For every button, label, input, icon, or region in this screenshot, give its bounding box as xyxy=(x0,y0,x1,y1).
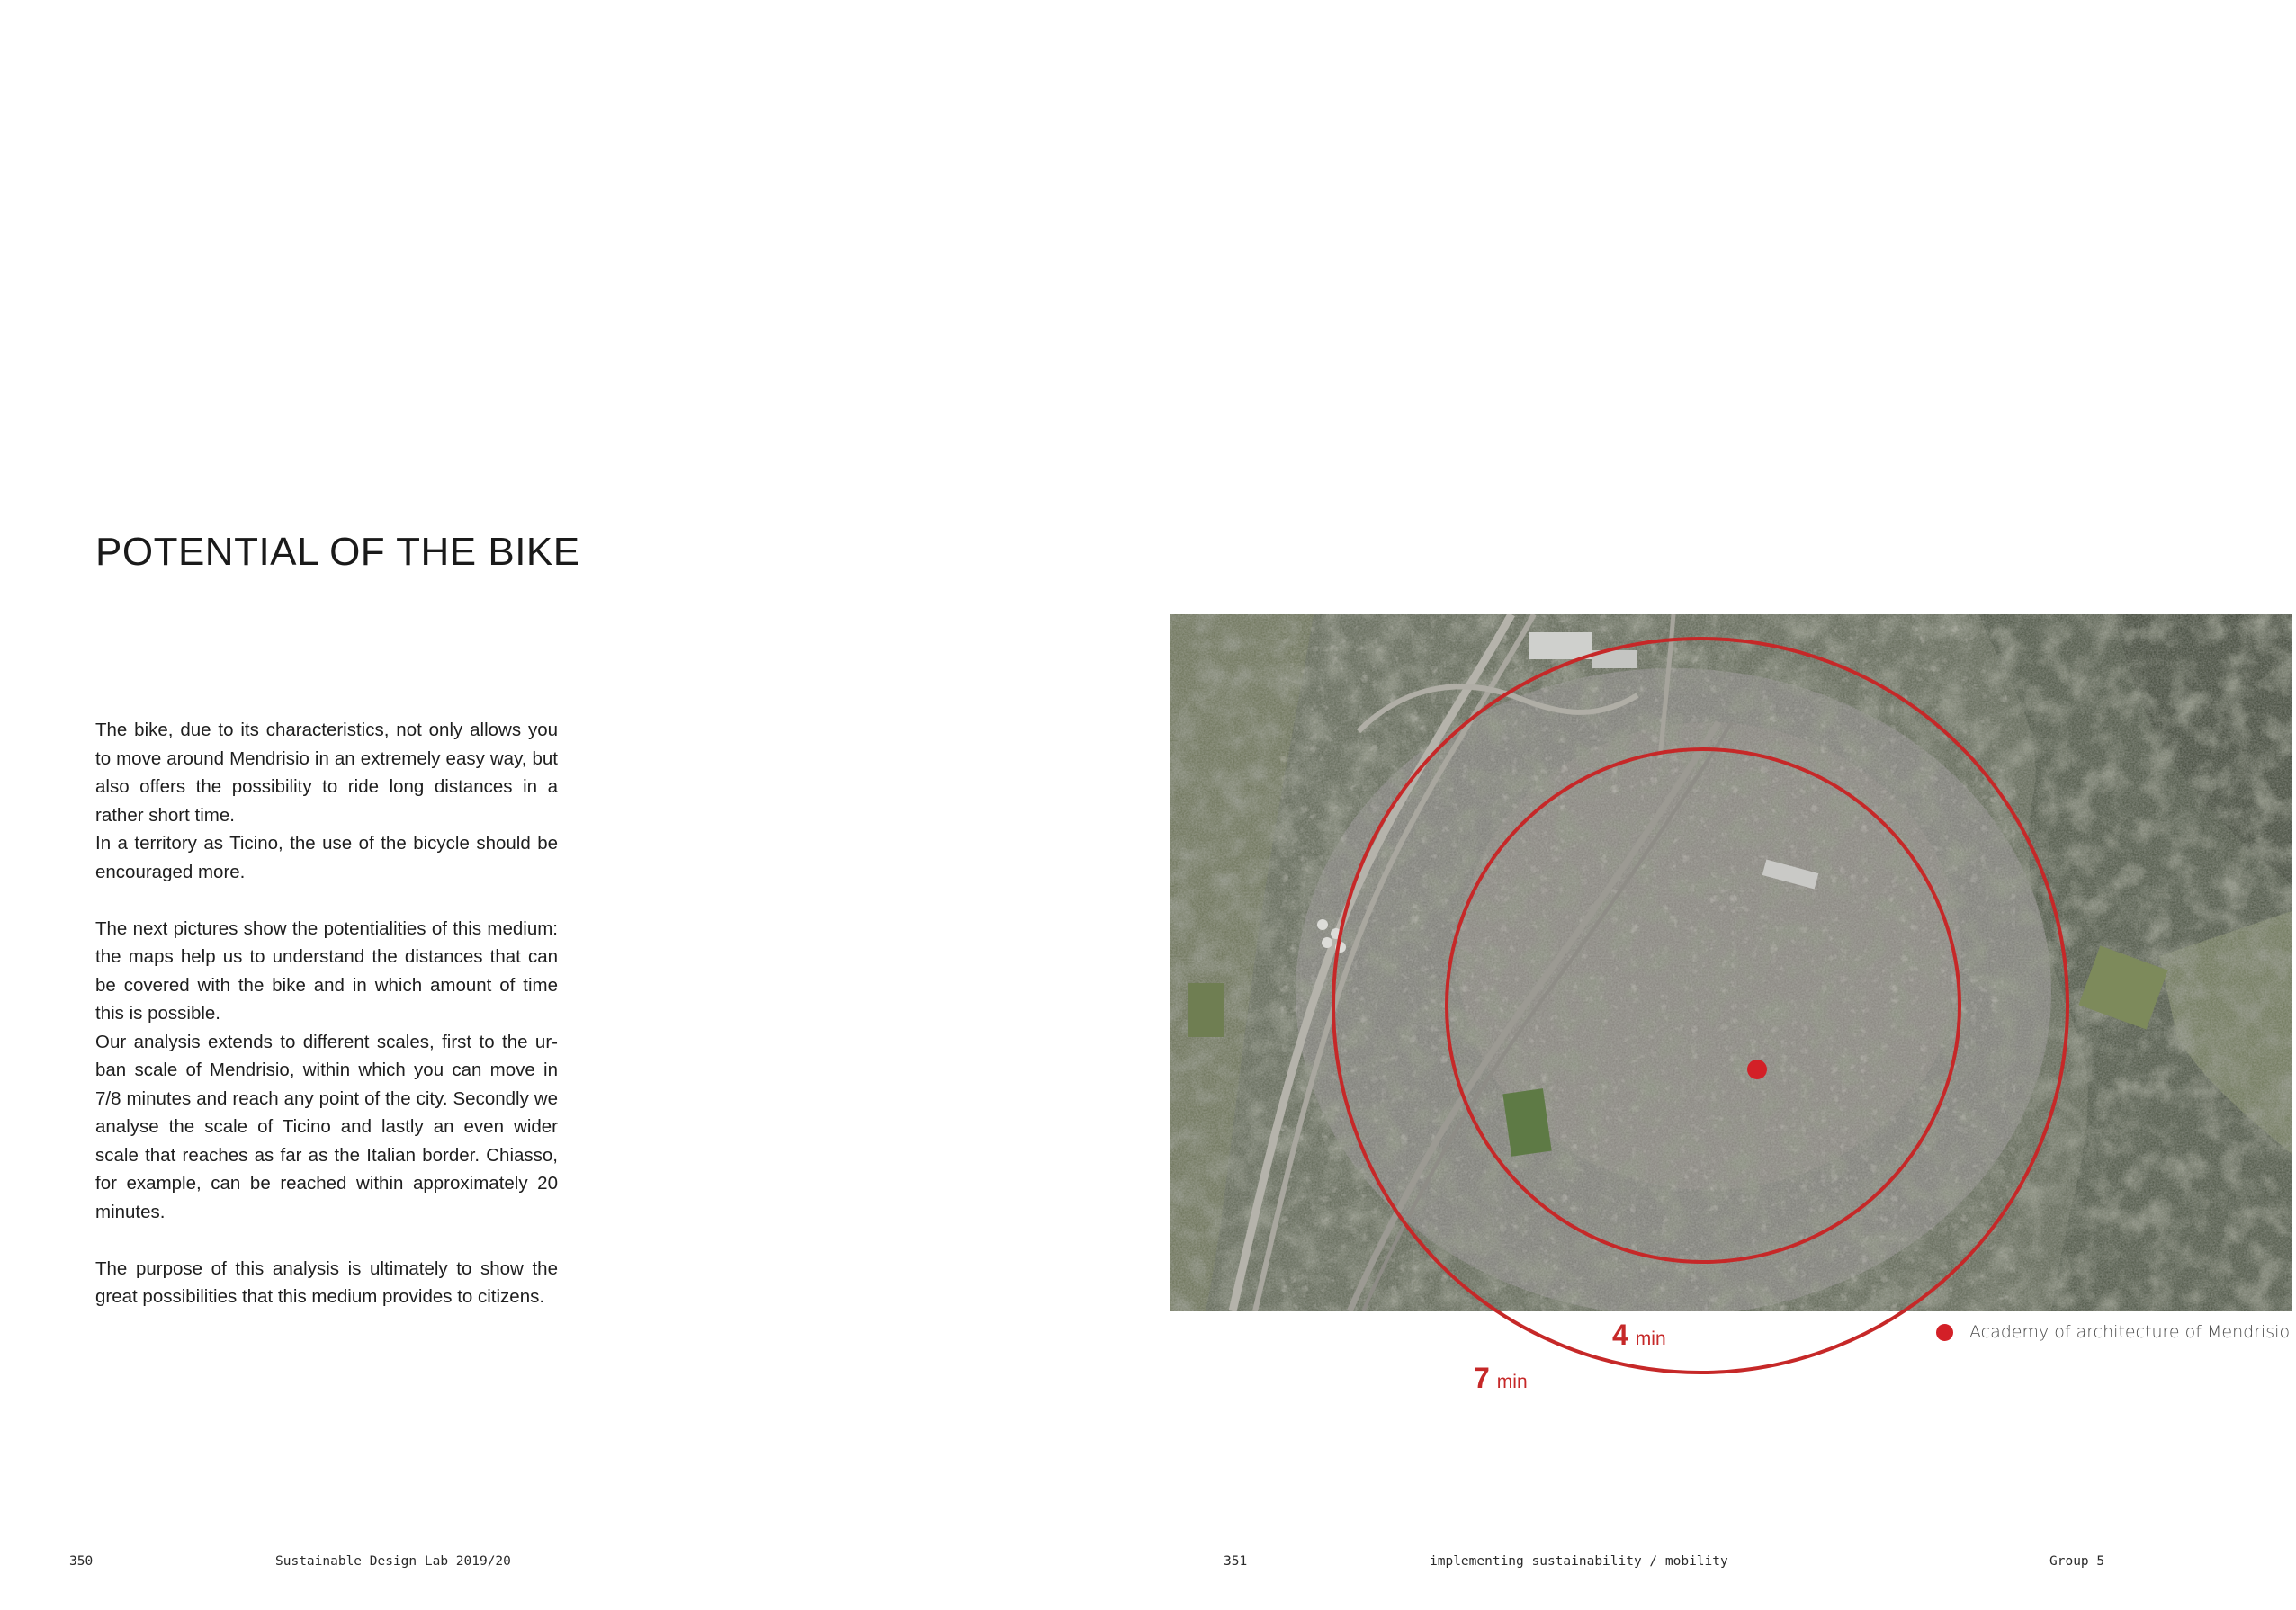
ring-label-unit: min xyxy=(1635,1328,1666,1349)
paragraph: In a territory as Ticino, the use of the bicycle should be encouraged more. xyxy=(95,833,558,882)
ring-label-unit: min xyxy=(1496,1372,1528,1392)
group-label: Group 5 xyxy=(2049,1554,2105,1569)
map-legend xyxy=(1936,1322,2290,1342)
paragraph: The next pictures show the potentialities of this medium: the maps help us to understand the distances that can be covered with the bike and in which amount of time this is possible. xyxy=(95,917,558,1024)
aerial-map xyxy=(1170,614,2292,1311)
right-page-number: 351 xyxy=(1224,1554,1248,1569)
ring-label-7-min xyxy=(1474,1362,1528,1395)
ring-label-number: 4 xyxy=(1612,1319,1628,1351)
body-text xyxy=(95,716,558,1311)
page-title: POTENTIAL OF THE BIKE xyxy=(95,530,580,574)
legend-label: Academy of architecture of Mendrisio xyxy=(1969,1322,2291,1342)
right-footer-caption: implementing sustainability / mobility xyxy=(1430,1554,1728,1569)
aerial-map-image xyxy=(1170,614,2292,1311)
ring-label-number: 7 xyxy=(1474,1362,1490,1394)
left-page-number: 350 xyxy=(69,1554,94,1569)
paragraph: The purpose of this analysis is ultimately to show the great possibilities that this medium provides to citizens. xyxy=(95,1257,558,1307)
paragraph: The bike, due to its characteristics, not only allows you to move around Mendrisio in an extremely easy way, but also offers the possibility to ride long distances in a rather short time. xyxy=(95,720,558,826)
legend-dot-icon xyxy=(1936,1324,1953,1341)
left-footer-caption: Sustainable Design Lab 2019/20 xyxy=(275,1554,511,1569)
ring-label-4-min xyxy=(1612,1319,1666,1352)
paragraph: Our analysis extends to different scales, first to the ur-ban scale of Mendrisio, within which you can move in 7/8 minutes and reach any point of the city. Secondly we analyse the scale of Ticino and lastly an even wider scale that reaches as far as the Italian border. Chiasso, for example, can be reached within approximately 20 minutes. xyxy=(95,1031,558,1222)
